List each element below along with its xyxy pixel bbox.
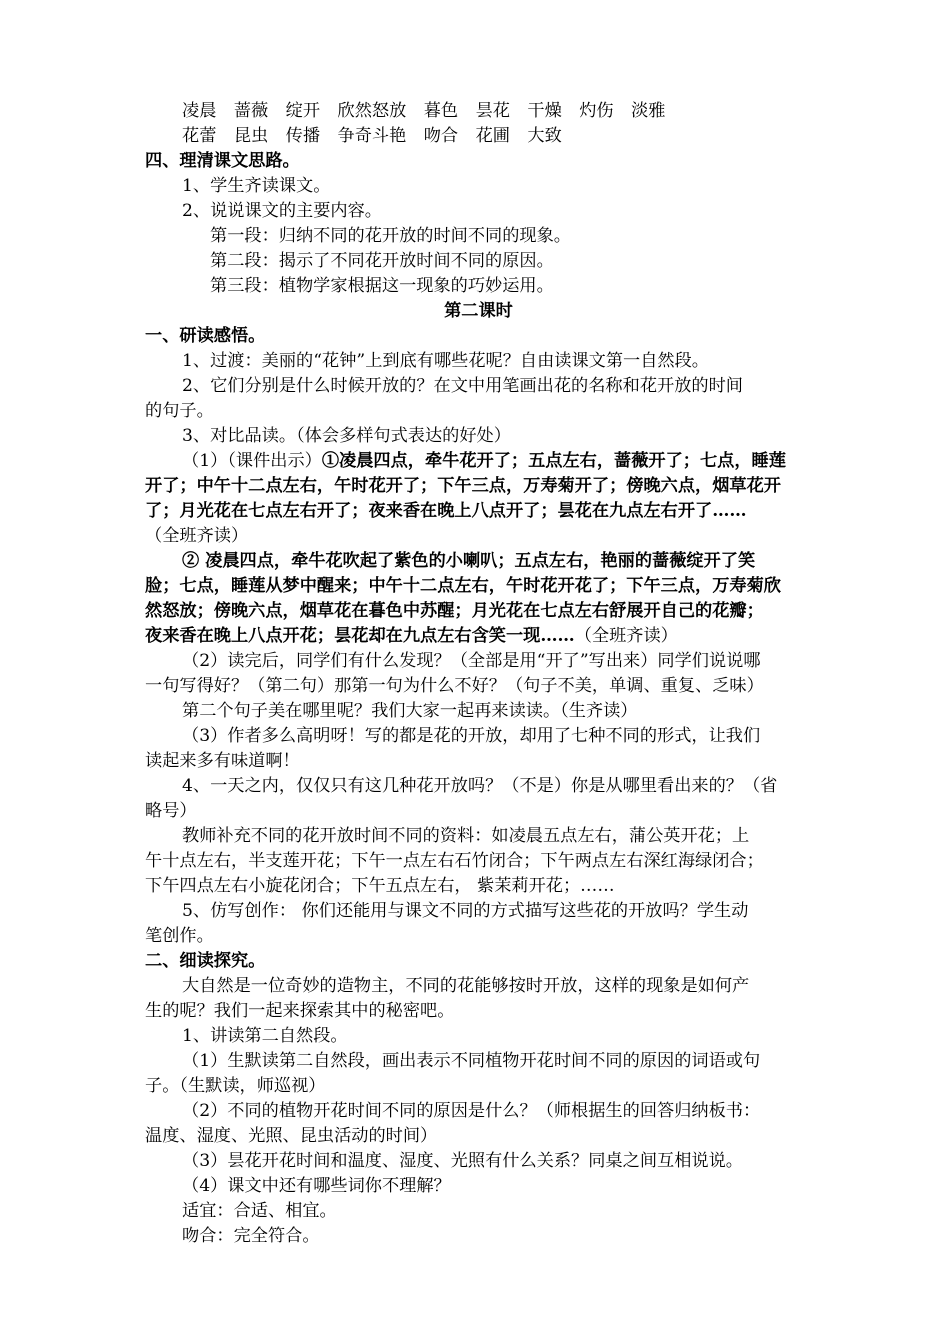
- text-line: 1、讲读第二自然段。: [182, 1026, 348, 1046]
- text-line: 第二个句子美在哪里呢？我们大家一起再来读读。（生齐读）: [182, 701, 638, 721]
- text-line: 2、它们分别是什么时候开放的？在文中用笔画出花的名称和花开放的时间: [182, 376, 743, 396]
- text-line: 一句写得好？（第二句）那第一句为什么不好？（句子不美，单调、重复、乏味）: [145, 676, 764, 696]
- text-line: 读起来多有味道啊！: [145, 751, 300, 771]
- text-line: （2）不同的植物开花时间不同的原因是什么？（师根据生的回答归纳板书：: [182, 1101, 761, 1121]
- text-line: 略号）: [145, 801, 197, 821]
- vocab-line-2: 花蕾 昆虫 传播 争奇斗艳 吻合 花圃 大致: [182, 126, 562, 146]
- text-line: 吻合：完全符合。: [182, 1226, 320, 1246]
- text-line: [182, 449, 812, 473]
- text-line: 第二段：揭示了不同花开放时间不同的原因。: [210, 251, 554, 271]
- vocab-line-1: 凌晨 蔷薇 绽开 欣然怒放 暮色 昙花 干燥 灼伤 淡雅: [182, 101, 666, 121]
- text-line: （1）生默读第二自然段，画出表示不同植物开花时间不同的原因的词语或句: [182, 1051, 761, 1071]
- text-span: （1）（课件出示）: [182, 451, 322, 471]
- text-line: （全班齐读）: [145, 526, 249, 546]
- text-line: 的句子。: [145, 401, 214, 421]
- text-line: 笔创作。: [145, 926, 214, 946]
- text-line: 1、学生齐读课文。: [182, 176, 331, 196]
- text-line-bold: 了；月光花在七点左右开了；夜来香在晚上八点开了；昙花在九点左右开了……: [145, 501, 747, 521]
- text-line: 1、过渡：美丽的“花钟”上到底有哪些花呢？自由读课文第一自然段。: [182, 351, 709, 371]
- lesson-title: 第二课时: [444, 301, 513, 321]
- text-line-bold: 然怒放；傍晚六点，烟草花在暮色中苏醒；月光花在七点左右舒展开自己的花瓣；: [145, 601, 764, 621]
- text-line-bold: 开了；中午十二点左右，午时花开了；下午三点，万寿菊开了；傍晚六点，烟草花开: [145, 476, 781, 496]
- text-line: （2）读完后，同学们有什么发现？（全部是用“开了”写出来）同学们说说哪: [182, 651, 761, 671]
- text-line: 第三段：植物学家根据这一现象的巧妙运用。: [210, 276, 554, 296]
- text-line: 适宜：合适、相宜。: [182, 1201, 337, 1221]
- text-span-bold: ①凌晨四点，牵牛花开了；五点左右，蔷薇开了；七点，睡莲: [321, 451, 786, 471]
- text-line: 2、说说课文的主要内容。: [182, 201, 382, 221]
- text-line: 下午四点左右小旋花闭合；下午五点左右， 紫茉莉开花；……: [145, 876, 615, 896]
- text-line: 3、对比品读。（体会多样句式表达的好处）: [182, 426, 511, 446]
- text-line: 教师补充不同的花开放时间不同的资料：如凌晨五点左右，蒲公英开花；上: [182, 826, 750, 846]
- text-line: （4）课文中还有哪些词你不理解？: [182, 1176, 451, 1196]
- text-line: 5、仿写创作： 你们还能用与课文不同的方式描写这些花的开放吗？学生动: [182, 901, 749, 921]
- text-line: 子。（生默读，师巡视）: [145, 1076, 326, 1096]
- text-line: 温度、湿度、光照、昆虫活动的时间）: [145, 1126, 438, 1146]
- text-span-bold: 夜来香在晚上八点开花；昙花却在九点左右含笑一现……: [145, 626, 575, 646]
- text-line: 午十点左右，半支莲开花；下午一点左右石竹闭合；下午两点左右深红海绿闭合；: [145, 851, 764, 871]
- text-line: 4、一天之内，仅仅只有这几种花开放吗？（不是）你是从哪里看出来的？（省: [182, 776, 778, 796]
- text-line: [145, 624, 812, 648]
- text-span: （全班齐读）: [574, 626, 678, 646]
- text-line-bold: ② 凌晨四点，牵牛花吹起了紫色的小喇叭；五点左右，艳丽的蔷薇绽开了笑: [182, 551, 756, 571]
- text-line: 大自然是一位奇妙的造物主，不同的花能够按时开放，这样的现象是如何产: [182, 976, 750, 996]
- text-line: 生的呢？我们一起来探索其中的秘密吧。: [145, 1001, 455, 1021]
- section-heading-1: 一、研读感悟。: [145, 326, 266, 346]
- text-line-bold: 脸；七点，睡莲从梦中醒来；中午十二点左右，午时花开花了；下午三点，万寿菊欣: [145, 576, 781, 596]
- text-line: （3）作者多么高明呀！写的都是花的开放，却用了七种不同的形式，让我们: [182, 726, 761, 746]
- text-line: （3）昙花开花时间和温度、湿度、光照有什么关系？同桌之间互相说说。: [182, 1151, 743, 1171]
- section-heading-4: 四、理清课文思路。: [145, 151, 300, 171]
- section-heading-2: 二、细读探究。: [145, 951, 266, 971]
- text-line: 第一段：归纳不同的花开放的时间不同的现象。: [210, 226, 571, 246]
